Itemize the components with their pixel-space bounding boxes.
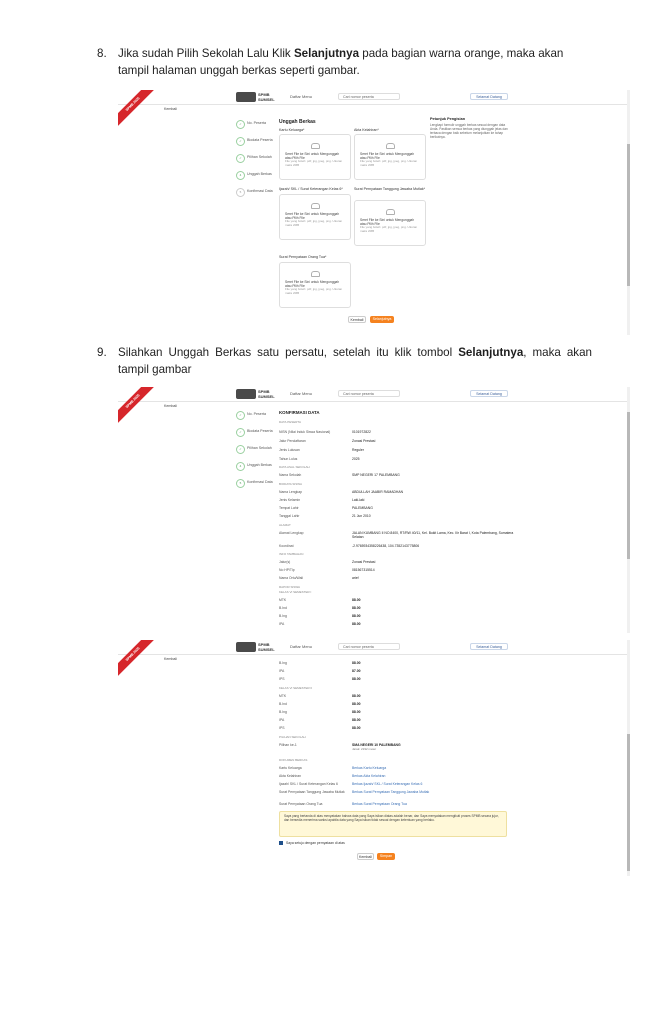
sidebar bbox=[236, 411, 281, 496]
screenshot-confirm-1 bbox=[118, 387, 630, 633]
table-row: Surat Pernyataan Orang Tua Berkas Surat Pernyataan Orang Tua bbox=[279, 802, 407, 806]
table-row: IPA 87.00 bbox=[279, 669, 361, 673]
doc-link[interactable]: Berkas Kartu Keluarga bbox=[352, 766, 387, 770]
upload-icon bbox=[311, 271, 320, 277]
table-row: IPS 88.00 bbox=[279, 726, 361, 730]
upload-icon bbox=[311, 143, 320, 149]
field-label: Surat Pernyataan Orang Tua* bbox=[279, 255, 327, 259]
section-heading: PILIHAN SEKOLAH bbox=[279, 735, 306, 739]
section-heading: DATA ASAL SEKOLAH bbox=[279, 465, 310, 469]
check-icon: ✓ bbox=[236, 120, 245, 129]
step-icon: 5 bbox=[236, 188, 245, 197]
table-row: No HP/Tlp 081567315514 bbox=[279, 568, 375, 572]
sidebar-item[interactable]: 5 Konfirmasi Data bbox=[236, 479, 281, 496]
table-row: Akta Kelahiran Berkas Akta Kelahiran bbox=[279, 774, 386, 778]
dropzone-ortu[interactable]: Seret File ke Sini untuk Mengunggah atau Pilih File File yang boleh: pdf, jpg, jpeg, png. Ukuran maks 2MB bbox=[279, 262, 351, 308]
section-heading: INFO TAMBAHAN bbox=[279, 552, 304, 556]
step-text: Silahkan Unggah Berkas satu persatu, setelah itu klik tombol Selanjutnya, maka akan tampil gambar bbox=[118, 346, 593, 376]
ribbon-badge: SPMB 2025 bbox=[118, 90, 157, 128]
ribbon-badge: SPMB 2025 bbox=[118, 387, 157, 425]
sidebar bbox=[236, 120, 281, 205]
step-text: Jika sudah Pilih Sekolah Lalu Klik Selanjutnya pada bagian warna orange, maka akan tampil halaman unggah berkas seperti gambar. bbox=[118, 47, 564, 77]
user-button[interactable]: Selamat Datang bbox=[470, 93, 508, 100]
screenshot-upload bbox=[118, 90, 630, 335]
table-row: Nama Lengkap ABDULLAH JAABIR RAMADHAN bbox=[279, 490, 404, 494]
agree-checkbox[interactable]: Saya setuju dengan pernyataan di atas bbox=[279, 841, 345, 845]
dropzone-akta[interactable]: Seret File ke Sini untuk Mengunggah atau Pilih File File yang boleh: pdf, jpg, jpeg, png. Ukuran maks 2MB bbox=[354, 134, 426, 180]
step-number: 8. bbox=[97, 47, 107, 60]
upload-icon bbox=[386, 209, 395, 215]
back-button[interactable]: Kembali bbox=[357, 853, 374, 860]
table-row: Tanggal Lahir 21 Jun 2010 bbox=[279, 514, 371, 518]
check-icon: ✓ bbox=[236, 428, 245, 437]
table-row: B.Ing 88.00 bbox=[279, 614, 361, 618]
guide-title: Petunjuk Pengisian bbox=[430, 117, 466, 121]
ribbon-badge: SPMB 2025 bbox=[118, 640, 157, 678]
checkbox-icon[interactable] bbox=[279, 841, 283, 845]
dropzone-sptjm[interactable]: Seret File ke Sini untuk Mengunggah atau Pilih File File yang boleh: pdf, jpg, jpeg, png. Ukuran maks 2MB bbox=[354, 200, 426, 246]
page-title: Unggah Berkas bbox=[279, 119, 316, 125]
table-row: Kartu Keluarga Berkas Kartu Keluarga bbox=[279, 766, 387, 770]
table-row: Nama Sekolah SMP NEGERI 17 PALEMBANG bbox=[279, 473, 400, 477]
next-button[interactable]: Selanjutnya bbox=[370, 316, 394, 323]
table-row: Alamat Lengkap JALAN KUMBANG II NO.8400, RT/RW 40/11, Kel. Bukit Lama, Kec. Ilir Barat I, Kota Palembang, Sumatera Selatan bbox=[279, 531, 514, 539]
section-heading: ALAMAT bbox=[279, 523, 291, 527]
logo-text: SPMB SUMSEL bbox=[258, 642, 275, 652]
section-heading: DATA PESERTA bbox=[279, 420, 301, 424]
field-label: Surat Pernyataan Tanggung Jawaba Mutlak* bbox=[354, 187, 426, 191]
scrollbar[interactable] bbox=[627, 90, 630, 335]
top-bar bbox=[118, 640, 630, 655]
top-bar bbox=[118, 90, 630, 105]
search-input[interactable]: Cari nomor peserta bbox=[338, 643, 400, 650]
section-heading: DOKUMEN BERKAS bbox=[279, 758, 308, 762]
sidebar-item[interactable]: ✓ Biodata Peserta bbox=[236, 428, 281, 445]
back-link[interactable]: Kembali bbox=[164, 657, 177, 661]
table-row: Pilihan ke-1 SMA NEGERI 10 PALEMBANG Jarak: 2192 meter bbox=[279, 743, 401, 751]
sidebar-item[interactable]: 4 Unggah Berkas bbox=[236, 462, 281, 479]
section-heading: RAPOR SISWA bbox=[279, 585, 301, 589]
table-row: Jalur(s) Zonasi Prestasi bbox=[279, 560, 376, 564]
upload-icon bbox=[386, 143, 395, 149]
back-link[interactable]: Kembali bbox=[164, 107, 177, 111]
table-row: B.Ind 88.00 bbox=[279, 702, 361, 706]
doc-link[interactable]: Berkas Akta Kelahiran bbox=[352, 774, 386, 778]
check-icon: ✓ bbox=[236, 445, 245, 454]
check-icon: 4 bbox=[236, 462, 245, 471]
table-row: Tempat Lahir PALEMBANG bbox=[279, 506, 373, 510]
scrollbar[interactable] bbox=[627, 387, 630, 633]
logo-text: SPMB SUMSEL bbox=[258, 92, 275, 102]
table-row: B.Ing 88.00 bbox=[279, 710, 361, 714]
table-row: Tahun Lulus 2025 bbox=[279, 457, 360, 461]
logo bbox=[236, 642, 256, 652]
scrollbar[interactable] bbox=[627, 640, 630, 876]
user-button[interactable]: Selamat Datang bbox=[470, 643, 508, 650]
field-label: Akta Kelahiran* bbox=[354, 128, 379, 132]
table-row: IPS 88.00 bbox=[279, 677, 361, 681]
user-button[interactable]: Selamat Datang bbox=[470, 390, 508, 397]
step-9 bbox=[97, 344, 592, 378]
sidebar-item[interactable]: ✓ No. Peserta bbox=[236, 120, 281, 137]
table-row: Surat Pernyataan Tanggung Jawaba Mutlak Berkas Surat Pernyataan Tanggung Jawaba Mutlak bbox=[279, 790, 430, 794]
field-label: Kartu Keluarga* bbox=[279, 128, 305, 132]
search-input[interactable]: Cari nomor peserta bbox=[338, 390, 400, 397]
table-row: IPA 88.00 bbox=[279, 718, 361, 722]
dropzone-kk[interactable]: Seret File ke Sini untuk Mengunggah atau Pilih File File yang boleh: pdf, jpg, jpeg, png. Ukuran maks 2MB bbox=[279, 134, 351, 180]
top-bar bbox=[118, 387, 630, 402]
warning-box: Saya yang bertanda di atas menyatakan bahwa data yang Saya isikan diatas adalah benar, dan Saya menyatakan mengikuti proses SPMB secara jujur, dan bersedia menerima sanksi apabila data yang Saya isikan tidak sesuai dengan ketentuan yang berlaku. bbox=[279, 811, 507, 837]
table-row: Nama Ortu/Wali arief bbox=[279, 576, 359, 580]
logo-text: SPMB SUMSEL bbox=[258, 389, 275, 399]
section-heading: BIODATA SISWA bbox=[279, 482, 302, 486]
table-row: B.Ing 88.00 bbox=[279, 661, 361, 665]
screenshot-confirm-2 bbox=[118, 640, 630, 876]
step-number: 9. bbox=[97, 346, 107, 359]
table-row: B.Ind 88.00 bbox=[279, 606, 361, 610]
check-icon: ✓ bbox=[236, 154, 245, 163]
menu-link[interactable]: Daftar Menu bbox=[290, 94, 313, 99]
back-link[interactable]: Kembali bbox=[164, 404, 177, 408]
table-row: MTK 88.00 bbox=[279, 694, 361, 698]
check-icon: ✓ bbox=[236, 137, 245, 146]
submit-button[interactable]: Simpan bbox=[377, 853, 395, 860]
section-heading: KELAS VI SEMESTER I bbox=[279, 590, 312, 594]
section-heading: KELAS VI SEMESTER II bbox=[279, 686, 313, 690]
dropzone-ijazah[interactable]: Seret File ke Sini untuk Mengunggah atau Pilih File File yang boleh: pdf, jpg, jpeg, png. Ukuran maks 2MB bbox=[279, 194, 351, 240]
sidebar-item[interactable]: 4 Unggah Berkas bbox=[236, 171, 281, 188]
page-title: KONFIRMASI DATA bbox=[279, 410, 320, 415]
field-label: Ijazah/ SKL / Surat Keterangan Kelas 6* bbox=[279, 187, 343, 191]
back-button[interactable]: Kembali bbox=[348, 316, 366, 323]
search-input[interactable]: Cari nomor peserta bbox=[338, 93, 400, 100]
logo bbox=[236, 92, 256, 102]
sidebar-item[interactable]: ✓ No. Peserta bbox=[236, 411, 281, 428]
menu-link[interactable]: Daftar Menu bbox=[290, 644, 313, 649]
table-row: MTK 88.00 bbox=[279, 598, 361, 602]
table-row: Jalur Pendaftaran Zonasi Prestasi bbox=[279, 439, 376, 443]
table-row: Jenis Lulusan Reguler bbox=[279, 448, 364, 452]
table-row: Jenis Kelamin Laki-laki bbox=[279, 498, 365, 502]
check-icon: ✓ bbox=[236, 411, 245, 420]
table-row: IPA 88.00 bbox=[279, 622, 361, 626]
table-row: Koordinat -2.9765934358226438, 104.7352143775806 bbox=[279, 544, 420, 548]
sidebar-item[interactable]: ✓ Biodata Peserta bbox=[236, 137, 281, 154]
step-8 bbox=[97, 45, 592, 79]
doc-link[interactable]: Berkas Surat Pernyataan Orang Tua bbox=[352, 802, 407, 806]
menu-link[interactable]: Daftar Menu bbox=[290, 391, 313, 396]
doc-link[interactable]: Berkas Ijazah/ SKL / Surat Keterangan Kelas 6 bbox=[352, 782, 423, 786]
sidebar-item[interactable]: ✓ Pilihan Sekolah bbox=[236, 154, 281, 171]
sidebar-item[interactable]: 5 Konfirmasi Data bbox=[236, 188, 281, 205]
step-icon: 4 bbox=[236, 171, 245, 180]
doc-link[interactable]: Berkas Surat Pernyataan Tanggung Jawaba Mutlak bbox=[352, 790, 430, 794]
step-icon: 5 bbox=[236, 479, 245, 488]
guide-text: Lengkapi formulir unggah berkas sesuai dengan data Anda. Pastikan semua berkas yang diunggah jelas dan terbaca dengan baik sebelum melanjutkan ke tahap berikutnya. bbox=[430, 123, 508, 139]
table-row: NISN (Nilai Induk Siswa Nasional) 0101972822 bbox=[279, 430, 371, 434]
upload-icon bbox=[311, 203, 320, 209]
logo bbox=[236, 389, 256, 399]
sidebar-item[interactable]: ✓ Pilihan Sekolah bbox=[236, 445, 281, 462]
table-row: Ijazah/ SKL / Surat Keterangan Kelas 6 Berkas Ijazah/ SKL / Surat Keterangan Kelas 6 bbox=[279, 782, 423, 786]
